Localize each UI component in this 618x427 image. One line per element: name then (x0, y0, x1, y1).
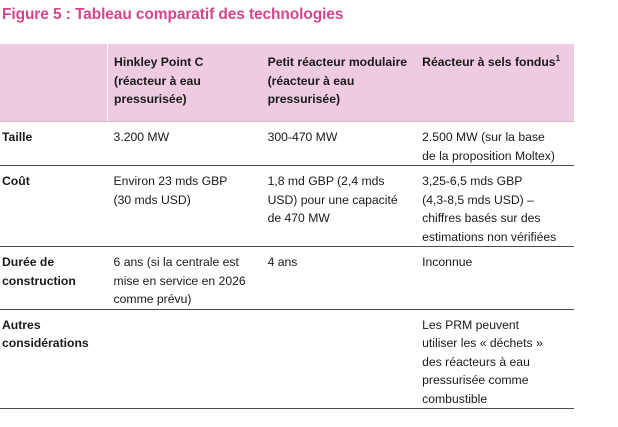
header-line: Petit réacteur modulaire (267, 55, 408, 69)
cell-line: 3,25-6,5 mds GBP (422, 174, 523, 188)
cell-line: chiffres basés sur des (422, 211, 541, 225)
cell-line: combustible (422, 391, 488, 406)
table-cell (416, 309, 574, 409)
table-cell (108, 166, 262, 247)
cell-line: utiliser les « déchets » (422, 336, 543, 350)
table-cell (416, 247, 574, 310)
table-cell (108, 122, 262, 166)
cell-line: Environ 23 mds GBP (113, 174, 228, 188)
cell-line: Inconnue (422, 255, 473, 269)
header-line: pressurisée) (267, 92, 341, 106)
cell-line: estimations non vérifiées (422, 229, 557, 244)
row-label-line: considérations (2, 336, 89, 350)
table-cell (108, 247, 262, 310)
cell-line: des réacteurs à eau (422, 354, 530, 369)
table-cell (262, 247, 417, 310)
footnote-marker: 1 (555, 53, 561, 63)
header-line: Hinkley Point C (114, 55, 204, 69)
table-cell (108, 309, 262, 409)
table-cell (262, 309, 417, 409)
cell-line: 300-470 MW (267, 130, 338, 144)
comparison-table (0, 44, 574, 409)
row-label (0, 247, 108, 310)
cell-line: 4 ans (267, 255, 298, 269)
row-duree-construction (0, 247, 574, 310)
row-taille (0, 122, 574, 166)
cell-line: (30 mds USD) (113, 192, 191, 207)
cell-line: 6 ans (si la centrale est (113, 255, 239, 269)
row-label-line: Taille (2, 130, 33, 144)
row-label-line: Coût (2, 174, 30, 188)
row-label (0, 166, 108, 247)
table-cell (262, 166, 417, 247)
cell-line: 1,8 md GBP (2,4 mds (267, 174, 385, 188)
header-small-modular-reactor (262, 44, 417, 122)
header-empty-cell (0, 44, 108, 122)
row-label-line: Autres (2, 317, 41, 332)
row-cout (0, 166, 574, 247)
cell-line: Les PRM peuvent (422, 317, 520, 332)
header-hinkley-point-c (108, 44, 262, 122)
row-autres-considerations (0, 309, 574, 409)
table-body (0, 122, 574, 409)
cell-line: mise en service en 2026 (113, 273, 246, 288)
table-cell (416, 122, 574, 166)
table-cell (262, 122, 417, 166)
cell-line: comme prévu) (113, 292, 192, 306)
table-header-row (0, 44, 574, 122)
header-text: Réacteur à sels fondus (422, 55, 556, 69)
cell-line: pressurisée comme (422, 373, 529, 387)
cell-line: de 470 MW (267, 211, 330, 225)
cell-line: USD) pour une capacité (267, 192, 398, 207)
cell-line: 2.500 MW (sur la base (422, 130, 545, 144)
row-label (0, 122, 108, 166)
cell-line: 3.200 MW (113, 130, 170, 144)
figure-title: Figure 5 : Tableau comparatif des technologies (2, 6, 344, 23)
row-label (0, 309, 108, 409)
row-label-line: construction (2, 273, 76, 288)
header-molten-salt-reactor (416, 44, 574, 122)
row-label-line: Durée de (2, 255, 55, 269)
header-line: (réacteur à eau (114, 73, 201, 88)
header-line: pressurisée) (114, 92, 187, 106)
header-line (422, 53, 574, 72)
header-line: (réacteur à eau (267, 73, 355, 88)
table-cell (416, 166, 574, 247)
cell-line: (4,3-8,5 mds USD) – (422, 192, 534, 207)
cell-line: de la proposition Moltex) (422, 148, 555, 163)
